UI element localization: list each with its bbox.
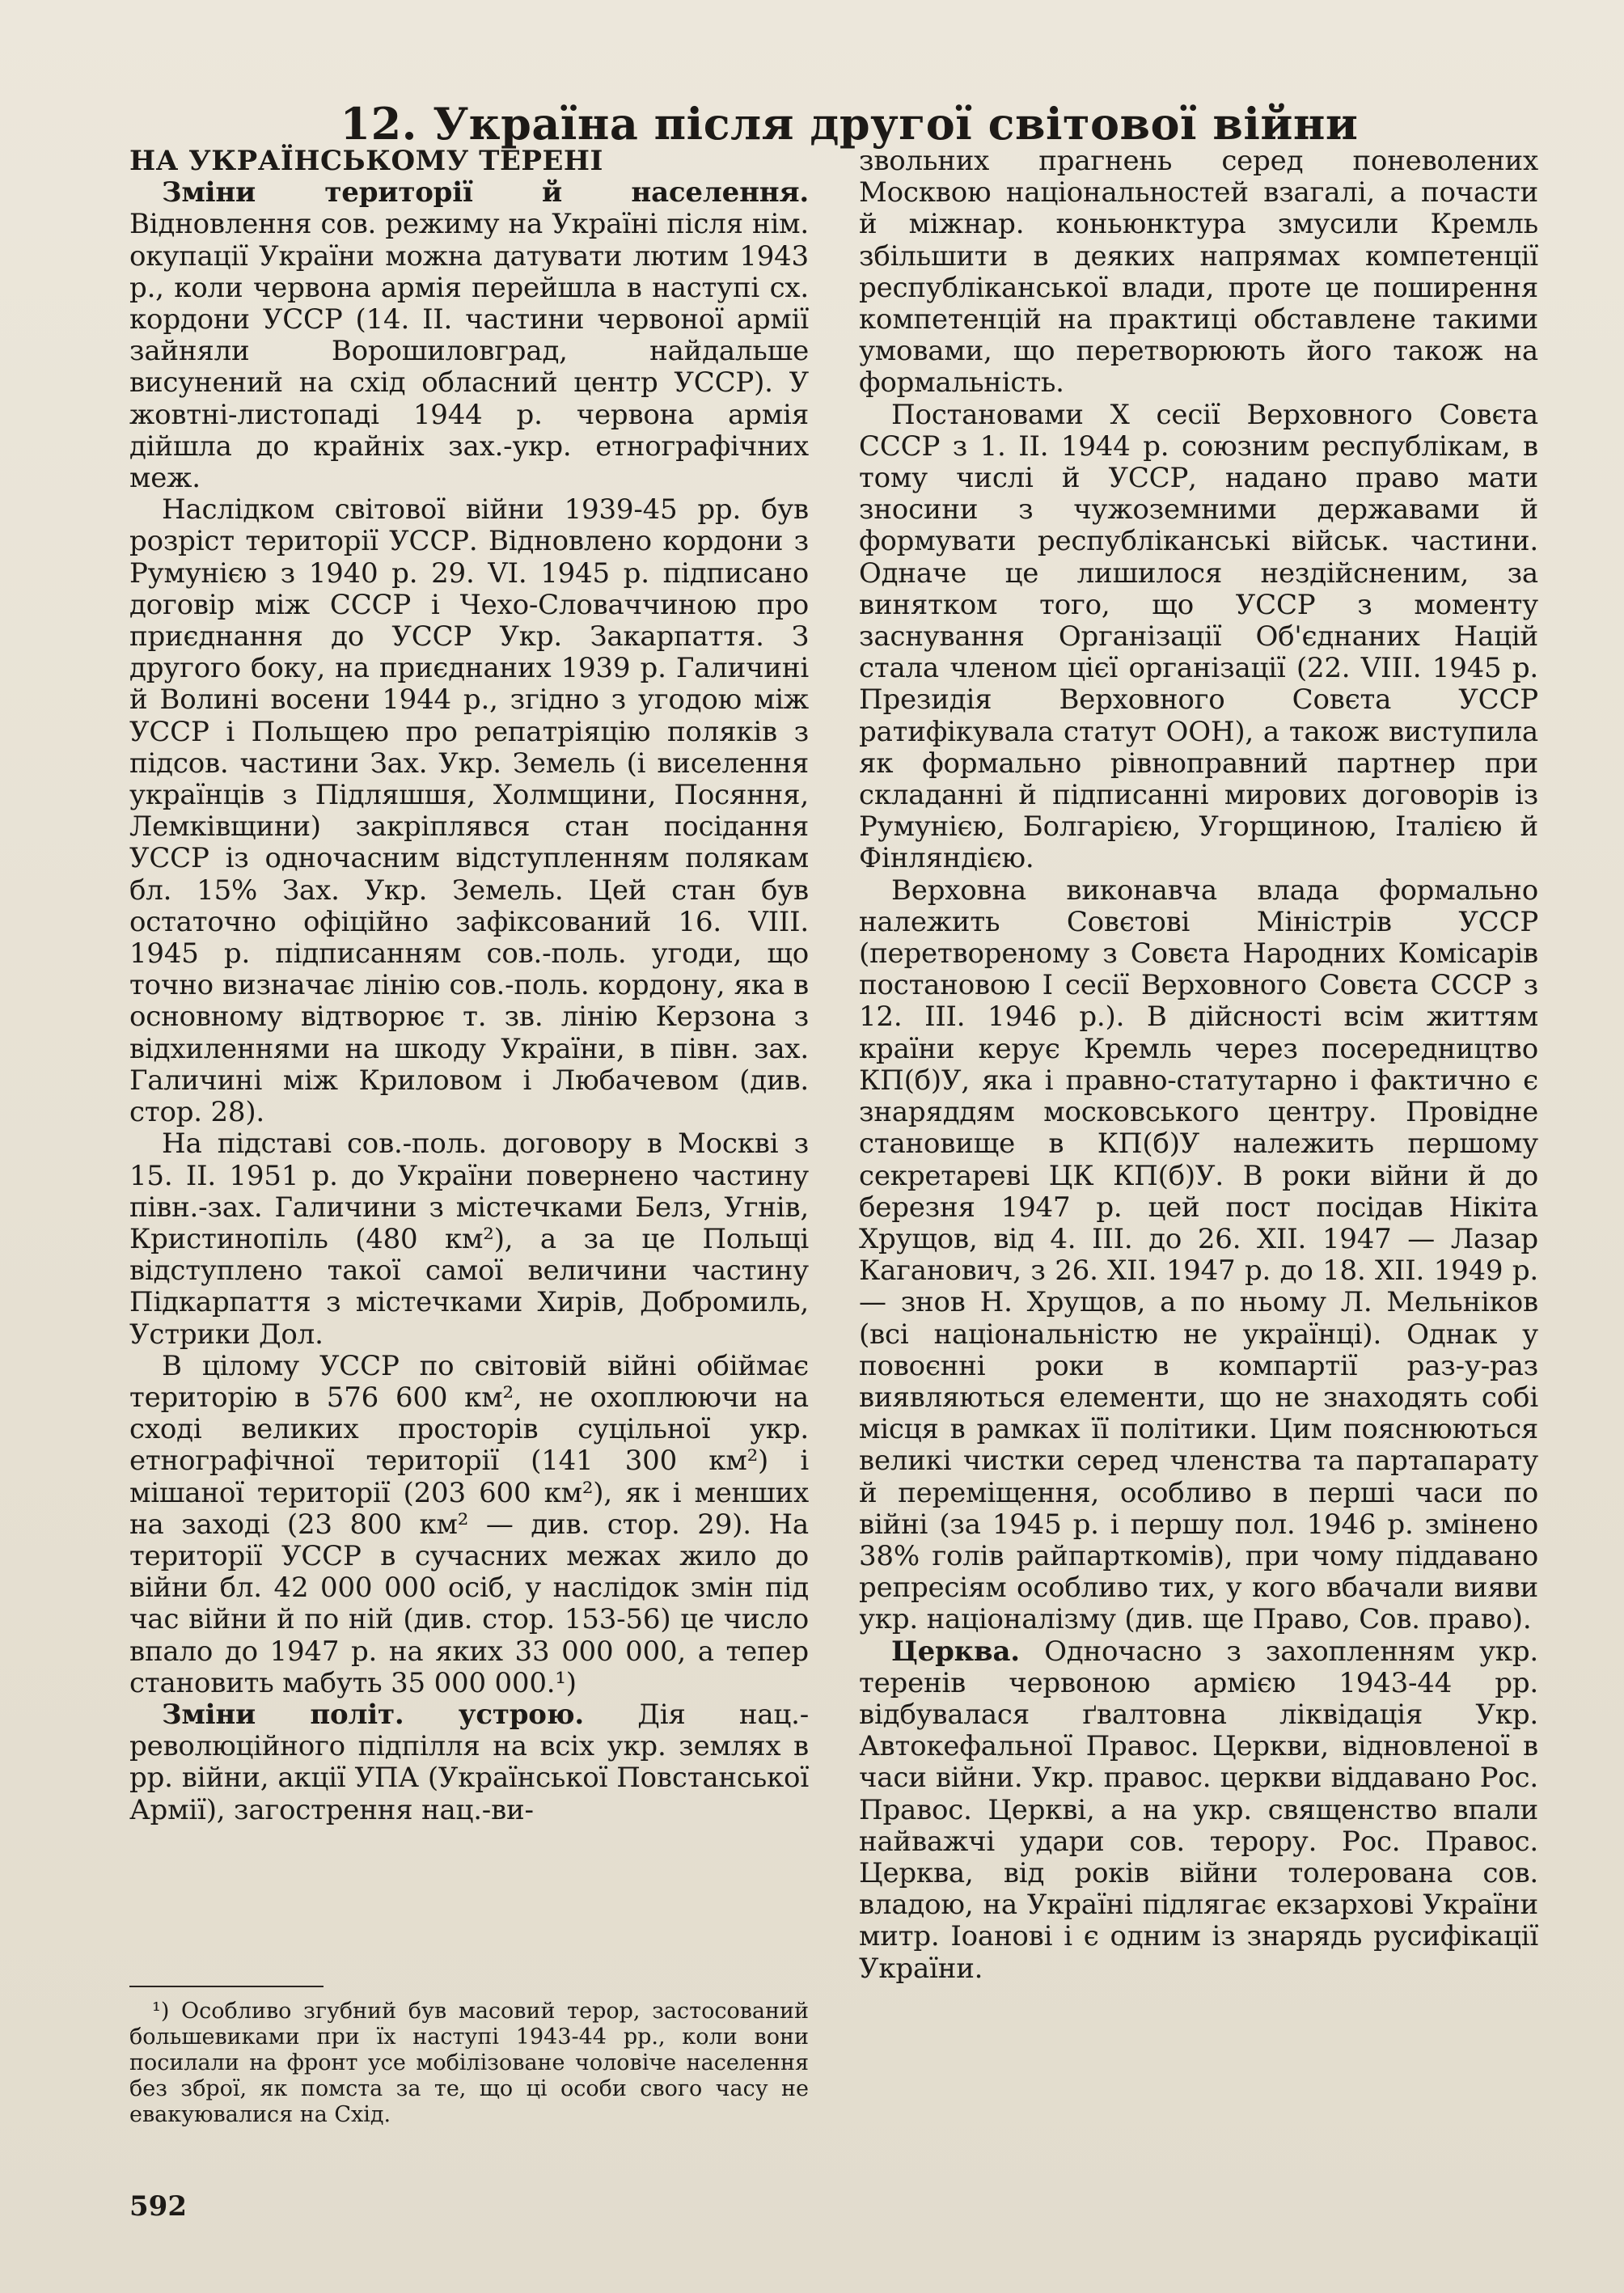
run-in-heading: Церква. bbox=[891, 1635, 1020, 1668]
run-in-heading: Зміни території й населення. bbox=[162, 176, 809, 209]
page-title: 12. Україна після другої світової війни bbox=[340, 98, 1359, 150]
paragraph-text: Верховна виконавча влада формально належить Совєтові Міністрів УССР (перетвореному з Совєта Народних Комісарів постановою I сесії Верховного Совєта СССР з 12. III. 1946 р.). В дійсності всім життям країни керує Кремль через посередництво КП(б)У, яка і правно-статутарно і фактично є знаряддям московського центру. Провідне становище в КП(б)У належить першому секретареві ЦК КП(б)У. В роки війни й до березня 1947 р. цей пост посідав Нікіта Хрущов, від 4. III. до 26. XII. 1947 — Лазар Каганович, з 26. XII. 1947 р. до 18. XII. 1949 р. — знов Н. Хрущов, а по ньому Л. Мельніков (всі національністю не українці). Однак у повоєнні роки в компартії раз-у-раз виявляються елементи, що не знаходять собі місця в рамках її політики. Цим пояснюються великі чистки серед членства та партапарату й переміщення, особливо в перші часи по війні (за 1945 р. і першу пол. 1946 р. змінено 38% голів райпарткомів), при чому піддавано репресіям особливо тих, у кого вбачали вияви укр. націоналізму (див. ще Право, Сов. право). bbox=[859, 874, 1538, 1636]
paragraph bbox=[129, 1699, 809, 1826]
paragraph bbox=[859, 875, 1538, 1636]
paragraph-text: Відновлення сов. режиму на Україні після нім. окупації України можна датувати лютим 1943 р., коли червона армія перейшла в наступі сх. кордони УССР (14. II. частини червоної армії зайняли Ворошиловград, найдальше висунений на схід обласний центр УССР). У жовтні-листопаді 1944 р. червона армія дійшла до крайніх зах.-укр. етнографічних меж. bbox=[129, 208, 809, 495]
run-in-heading: Зміни політ. устрою. bbox=[162, 1698, 585, 1731]
paragraph-text: Одночасно з захопленням укр. теренів червоною армією 1943-44 рр. відбувалася ґвалтовна ліквідація Укр. Автокефальної Правос. Церкви, відновленої в часи війни. Укр. правос. церкви віддавано Рос. Правос. Церкві, а на укр. священство впали найважчі удари сов. терору. Рос. Правос. Церква, від років війни толерована сов. владою, на Україні підлягає екзархові України митр. Іоанові і є одним із знарядь русифікації України. bbox=[859, 1635, 1538, 1985]
paragraph bbox=[859, 400, 1538, 875]
right-column bbox=[859, 146, 1538, 1985]
paragraph-text: На підставі сов.-поль. договору в Москві з 15. II. 1951 р. до України повернено частину півн.-зах. Галичини з містечками Белз, Угнів, Кристинопіль (480 км²), а за це Польщі відступлено такої самої величини частину Підкарпаття з містечками Хирів, Добромиль, Устрики Дол. bbox=[129, 1127, 809, 1351]
section-heading: НА УКРАЇНСЬКОМУ ТЕРЕНІ bbox=[129, 145, 603, 177]
paragraph bbox=[129, 1351, 809, 1699]
footnotes bbox=[129, 1986, 809, 2128]
paragraph-text: Постановами X сесії Верховного Совєта СССР з 1. II. 1944 р. союзним республікам, в тому числі й УССР, надано право мати зносини з чужоземними державами й формувати республіканські військ. частини. Одначе це лишилося нездійсненим, за винятком того, що УССР з моменту заснування Організації Об'єднаних Націй стала членом цієї організації (22. VIII. 1945 р. Президія Верховного Совєта УССР ратифікувала статут ООН), а також виступила як формально рівноправний партнер при складанні й підписанні мирових договорів із Румунією, Болгарією, Угорщиною, Італією й Фінляндією. bbox=[859, 398, 1538, 875]
left-column bbox=[129, 146, 809, 1826]
paragraph bbox=[859, 146, 1538, 400]
footnote: ¹) Особливо згубний був масовий терор, застосований большевиками при їх наступі 1943-44 рр., коли вони посилали на фронт усе мобілізоване чоловіче населення без зброї, як помста за те, що ці особи свого часу не евакуювалися на Схід. bbox=[129, 1999, 809, 2127]
footnote-rule bbox=[129, 1986, 324, 1987]
paragraph bbox=[129, 177, 809, 494]
paragraph bbox=[129, 494, 809, 1128]
paragraph-text: звольних прагнень серед поневолених Москвою національностей взагалі, а почасти й міжнар. коньюнктура змусили Кремль збільшити в деяких напрямах компетенції республіканської влади, проте це поширення компетенцій на практиці обставлене такими умовами, що перетворюють його також на формальність. bbox=[859, 145, 1538, 400]
paragraph bbox=[129, 1128, 809, 1350]
paragraph bbox=[859, 1636, 1538, 1985]
paragraph-text: Наслідком світової війни 1939-45 рр. був розріст території УССР. Відновлено кордони з Румунією з 1940 р. 29. VI. 1945 р. підписано договір між СССР і Чехо-Словаччиною про приєднання до УССР Укр. Закарпаття. З другого боку, на приєднаних 1939 р. Галичині й Волині восени 1944 р., згідно з угодою між УССР і Польщею про репатріяцію поляків з підсов. частини Зах. Укр. Земель (і виселення українців з Підляшшя, Холмщини, Посяння, Лемківщини) закріплявся стан посідання УССР із одночасним відступленням полякам бл. 15% Зах. Укр. Земель. Цей стан був остаточно офіційно зафіксований 16. VIII. 1945 р. підписанням сов.-поль. угоди, що точно визначає лінію сов.-поль. кордону, яка в основному відтворює т. зв. лінію Керзона з відхиленнями на шкоду України, в півн. зах. Галичині між Криловом і Любачевом (див. стор. 28). bbox=[129, 493, 809, 1129]
page-number: 592 bbox=[129, 2190, 187, 2223]
paragraph-text: В цілому УССР по світовій війні обіймає територію в 576 600 км², не охоплюючи на сході великих просторів суцільної укр. етнографічної території (141 300 км²) і мішаної території (203 600 км²), як і менших на заході (23 800 км² — див. стор. 29). На території УССР в сучасних межах жило до війни бл. 42 000 000 осіб, у наслідок змін під час війни й по ній (див. стор. 153-56) це число впало до 1947 р. на яких 33 000 000, а тепер становить мабуть 35 000 000.¹) bbox=[129, 1349, 809, 1699]
paragraph-text: Дія нац.-революційного підпілля на всіх укр. землях в рр. війни, акції УПА (Української Повстанської Армії), загострення нац.-ви- bbox=[129, 1698, 809, 1826]
